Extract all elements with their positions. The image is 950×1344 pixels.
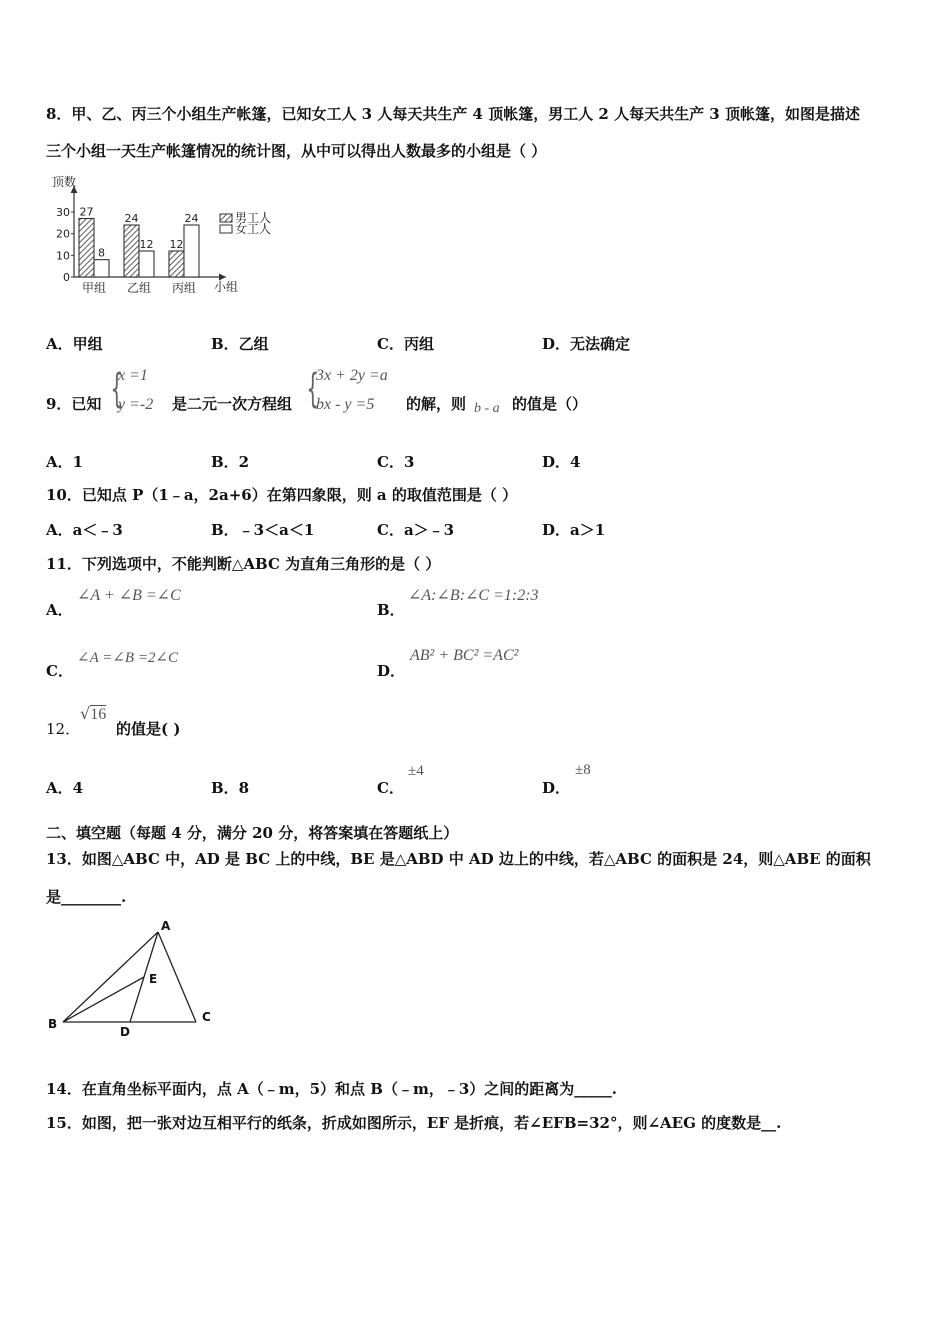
y-tick-label: 30	[56, 206, 70, 219]
point-b-label: B	[48, 1017, 58, 1031]
q12-label-c: C．	[377, 779, 404, 797]
q13-line2: 是________.	[46, 888, 127, 906]
q9-end-text: 的值是（）	[512, 395, 588, 413]
q11-label-c: C．	[46, 662, 73, 680]
q8-option-a: A．甲组	[46, 335, 103, 353]
bar-female-1	[139, 251, 154, 277]
q10-option-c: C．a＞﹣3	[377, 521, 455, 539]
q13-line1: 13．如图△ABC 中，AD 是 BC 上的中线，BE 是△ABD 中 AD 边上的中线，若△ABC 的面积是 24，则△ABE 的面积	[46, 850, 871, 868]
q15-text: 15．如图，把一张对边互相平行的纸条，折成如图所示，EF 是折痕，若∠EFB=32°，则∠AEG 的度数是__.	[46, 1114, 782, 1132]
q13-triangle-figure	[44, 918, 224, 1043]
q10-option-b: B．﹣3＜a＜1	[211, 521, 315, 539]
q11-text: 11．下列选项中，不能判断△ABC 为直角三角形的是（ ）	[46, 555, 441, 573]
legend-label: 女工人	[235, 222, 272, 236]
q10-option-d: D．a＞1	[542, 521, 606, 539]
q9-sys2-eq1: 3x + 2y =a	[316, 367, 388, 384]
side-ac	[158, 932, 196, 1022]
y-tick-label: 20	[56, 227, 70, 241]
section-2-heading: 二、填空题（每题 4 分，满分 20 分，将答案填在答题纸上）	[46, 824, 459, 842]
bar-value-label: 24	[184, 212, 199, 225]
bar-value-label: 12	[139, 238, 154, 251]
bar-female-2	[184, 225, 199, 277]
q8-line1: 8．甲、乙、丙三个小组生产帐篷，已知女工人 3 人每天共生产 4 顶帐篷，男工人 2 人每天共生产 3 顶帐篷，如图是描述	[46, 105, 860, 123]
x-tick-label: 乙组	[126, 281, 152, 295]
x-tick-label: 丙组	[171, 281, 197, 295]
q14-text: 14．在直角坐标平面内，点 A（﹣m，5）和点 B（﹣m，﹣3）之间的距离为_____.	[46, 1080, 617, 1098]
q12-expr-c: ±4	[408, 763, 424, 779]
q12-option-a: A．4	[46, 779, 84, 797]
q12-label-d: D．	[542, 779, 571, 797]
q8-line2: 三个小组一天生产帐篷情况的统计图，从中可以得出人数最多的小组是（ ）	[46, 142, 547, 160]
bar-value-label: 27	[79, 205, 94, 219]
q8-option-c: C．丙组	[377, 335, 434, 353]
bar-male-2	[169, 251, 184, 277]
y-axis-label: 顶数	[52, 175, 77, 189]
q9-sys2-eq2: bx - y =5	[316, 396, 375, 413]
q9-option-d: D．4	[542, 453, 581, 471]
q11-expr-a: ∠A + ∠B =∠C	[77, 587, 181, 604]
q11-expr-d: AB² + BC² =AC²	[410, 647, 519, 664]
q11-expr-b: ∠A:∠B:∠C =1:2:3	[408, 587, 539, 604]
q12-text: 的值是( )	[116, 720, 181, 738]
q11-label-d: D．	[377, 662, 406, 680]
x-tick-label: 甲组	[81, 281, 107, 295]
q8-bar-chart	[44, 170, 294, 305]
q11-expr-c: ∠A =∠B =2∠C	[77, 650, 179, 666]
legend-swatch-0	[220, 214, 232, 222]
y-tick-label: 0	[63, 271, 70, 284]
q9-sys1-eq2: y =-2	[118, 396, 154, 413]
q9-sys1-eq1: x =1	[118, 367, 148, 384]
legend-label: 男工人	[235, 211, 272, 225]
q9-option-c: C．3	[377, 453, 415, 471]
q9-mid-text: 是二元一次方程组	[172, 395, 293, 413]
q12-radicand: 16	[90, 706, 107, 723]
q11-label-a: A．	[46, 601, 73, 619]
q9-brace-1: {	[110, 366, 124, 412]
bar-male-1	[124, 225, 139, 277]
q9-brace-2: {	[306, 366, 320, 412]
legend-swatch-1	[220, 225, 232, 233]
q12-sqrt: √16	[80, 704, 107, 723]
q8-option-b: B．乙组	[211, 335, 269, 353]
point-e-label: E	[149, 972, 158, 986]
q10-text: 10．已知点 P（1﹣a，2a+6）在第四象限，则 a 的取值范围是（ ）	[46, 486, 518, 504]
q9-option-b: B．2	[211, 453, 250, 471]
x-axis-label: 小组	[214, 280, 239, 294]
point-d-label: D	[120, 1025, 130, 1039]
q11-label-b: B．	[377, 601, 405, 619]
q9-number: 9．已知	[46, 395, 102, 413]
q12-number: 12．	[46, 720, 81, 738]
bar-value-label: 12	[169, 238, 184, 251]
q9-expression: b - a	[474, 401, 500, 416]
q10-option-a: A．a＜﹣3	[46, 521, 123, 539]
q9-after-text: 的解，则	[406, 395, 467, 413]
q12-expr-d: ±8	[575, 762, 591, 778]
q8-option-d: D．无法确定	[542, 335, 631, 353]
point-c-label: C	[202, 1010, 211, 1024]
bar-value-label: 24	[124, 212, 139, 225]
bar-female-0	[94, 260, 109, 277]
q12-option-b: B．8	[211, 779, 250, 797]
point-a-label: A	[161, 919, 171, 933]
bar-value-label: 8	[98, 246, 105, 260]
q9-option-a: A．1	[46, 453, 84, 471]
bar-male-0	[79, 219, 94, 278]
y-tick-label: 10	[56, 249, 70, 263]
